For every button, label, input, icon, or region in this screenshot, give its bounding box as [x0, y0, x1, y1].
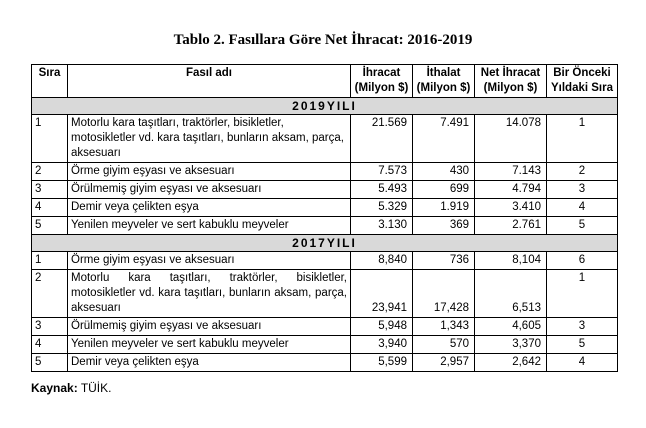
- cell-export: 7.573: [351, 163, 413, 181]
- cell-import: 2,957: [413, 354, 475, 372]
- section-label: 2019YILI: [32, 98, 618, 115]
- cell-net: 3,370: [475, 336, 547, 354]
- cell-prev: 3: [547, 318, 618, 336]
- cell-prev: 5: [547, 217, 618, 235]
- cell-net: 6,513: [475, 270, 547, 318]
- cell-net: 4.794: [475, 181, 547, 199]
- cell-name: Yenilen meyveler ve sert kabuklu meyveler: [68, 336, 351, 354]
- section-label: 2017YILI: [32, 235, 618, 252]
- section-2019: [32, 98, 618, 115]
- cell-name: Demir veya çelikten eşya: [68, 199, 351, 217]
- table-row: [32, 115, 618, 163]
- cell-rank: 2: [32, 163, 68, 181]
- table-row: [32, 163, 618, 181]
- cell-import: 430: [413, 163, 475, 181]
- cell-name: Örme giyim eşyası ve aksesuarı: [68, 163, 351, 181]
- header-prev-rank: Bir Önceki Yıldaki Sıra: [547, 65, 618, 98]
- cell-import: 1,343: [413, 318, 475, 336]
- cell-rank: 3: [32, 181, 68, 199]
- table-row: [32, 181, 618, 199]
- header-export: İhracat (Milyon $): [351, 65, 413, 98]
- table-row: [32, 336, 618, 354]
- cell-export: 3.130: [351, 217, 413, 235]
- net-export-table: [31, 64, 618, 372]
- table-title: Tablo 2. Fasıllara Göre Net İhracat: 2016-2019: [173, 32, 473, 48]
- cell-export: 8,840: [351, 252, 413, 270]
- cell-export: 3,940: [351, 336, 413, 354]
- cell-export: 5,599: [351, 354, 413, 372]
- cell-rank: 4: [32, 336, 68, 354]
- source-value: TÜİK.: [80, 381, 112, 395]
- cell-export: 5.493: [351, 181, 413, 199]
- cell-export: 21.569: [351, 115, 413, 163]
- table-row: [32, 217, 618, 235]
- cell-rank: 5: [32, 217, 68, 235]
- table-row: [32, 270, 618, 318]
- cell-name: Yenilen meyveler ve sert kabuklu meyveler: [68, 217, 351, 235]
- table-row: [32, 199, 618, 217]
- cell-rank: 1: [32, 115, 68, 163]
- cell-export: 23,941: [351, 270, 413, 318]
- cell-net: 2,642: [475, 354, 547, 372]
- cell-import: 7.491: [413, 115, 475, 163]
- cell-export: 5.329: [351, 199, 413, 217]
- cell-prev: 4: [547, 354, 618, 372]
- cell-prev: 5: [547, 336, 618, 354]
- cell-net: 14.078: [475, 115, 547, 163]
- cell-prev: 3: [547, 181, 618, 199]
- cell-rank: 1: [32, 252, 68, 270]
- cell-import: 1.919: [413, 199, 475, 217]
- cell-import: 17,428: [413, 270, 475, 318]
- cell-net: 3.410: [475, 199, 547, 217]
- header-import: İthalat (Milyon $): [413, 65, 475, 98]
- cell-name: Örülmemiş giyim eşyası ve aksesuarı: [68, 181, 351, 199]
- source-label: Kaynak:: [31, 381, 78, 395]
- cell-import: 736: [413, 252, 475, 270]
- header-row: [32, 65, 618, 98]
- cell-net: 7.143: [475, 163, 547, 181]
- cell-prev: 4: [547, 199, 618, 217]
- cell-import: 369: [413, 217, 475, 235]
- cell-name: Örme giyim eşyası ve aksesuarı: [68, 252, 351, 270]
- cell-rank: 5: [32, 354, 68, 372]
- cell-prev: 6: [547, 252, 618, 270]
- header-net: Net İhracat (Milyon $): [475, 65, 547, 98]
- cell-import: 570: [413, 336, 475, 354]
- cell-name: Motorlu kara taşıtları, traktörler, bisikletler, motosikletler vd. kara taşıtları, bunların aksam, parça, aksesuarı: [68, 115, 351, 163]
- cell-net: 8,104: [475, 252, 547, 270]
- cell-name: Demir veya çelikten eşya: [68, 354, 351, 372]
- cell-prev: 1: [547, 115, 618, 163]
- cell-name: Motorlu kara taşıtları, traktörler, bisikletler, motosikletler vd. kara taşıtları, bunların aksam, parça, aksesuarı: [68, 270, 351, 318]
- cell-rank: 4: [32, 199, 68, 217]
- source-note: [31, 381, 111, 395]
- cell-prev: 2: [547, 163, 618, 181]
- section-2017: [32, 235, 618, 252]
- cell-name: Örülmemiş giyim eşyası ve aksesuarı: [68, 318, 351, 336]
- cell-rank: 2: [32, 270, 68, 318]
- table-row: [32, 354, 618, 372]
- cell-export: 5,948: [351, 318, 413, 336]
- table-row: [32, 318, 618, 336]
- cell-import: 699: [413, 181, 475, 199]
- cell-rank: 3: [32, 318, 68, 336]
- cell-net: 2.761: [475, 217, 547, 235]
- header-chapter: Fasıl adı: [68, 65, 351, 98]
- cell-prev: 1: [547, 270, 618, 318]
- table-row: [32, 252, 618, 270]
- header-rank: Sıra: [32, 65, 68, 98]
- cell-net: 4,605: [475, 318, 547, 336]
